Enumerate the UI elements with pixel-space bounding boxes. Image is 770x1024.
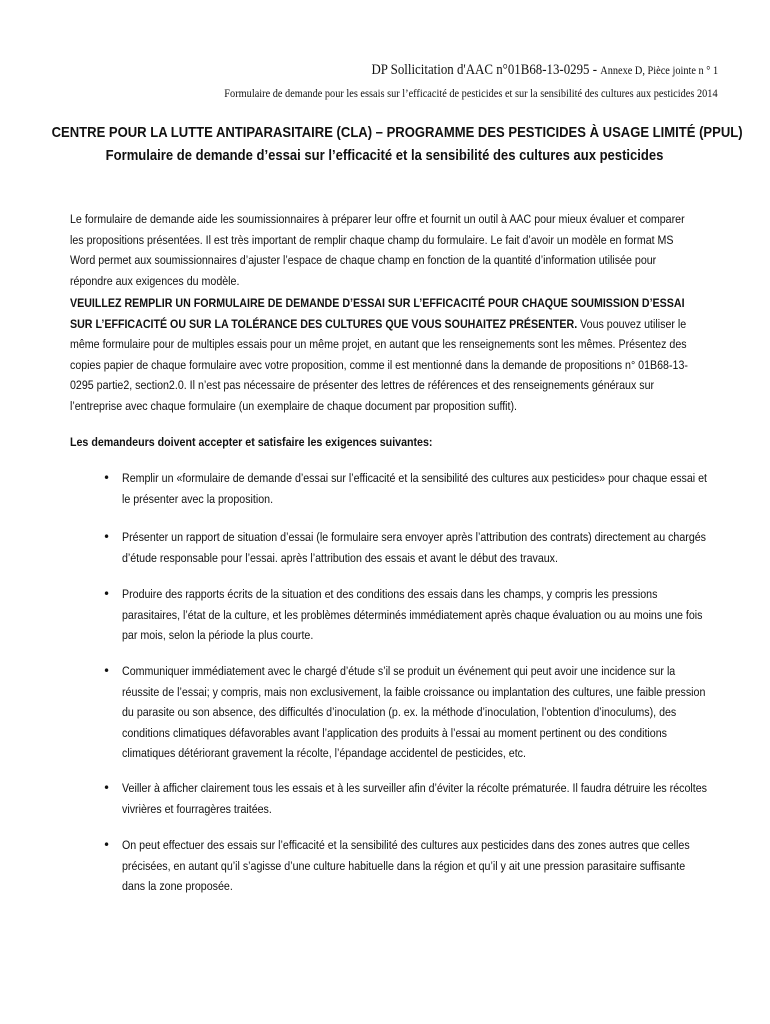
requirement-text: On peut effectuer des essais sur l’efficacité et la sensibilité des cultures aux pesticides dans des zones autres que celles précisées, en autant qu’il s’agisse d’une culture habituelle dans la région et qu’il y ait une pression parasitaire suffisante dans la zone proposée. — [122, 838, 690, 893]
instructions-emphasis: VEUILLEZ REMPLIR UN FORMULAIRE DE DEMANDE D’ESSAI SUR L’EFFICACITÉ POUR CHAQUE SOUMISSION D’ESSAI SUR L’EFFICACITÉ OU SUR LA TOLÉRANCE DES CULTURES QUE VOUS SOUHAITEZ PRÉSENTER. — [70, 296, 685, 331]
bullet-icon: • — [103, 838, 111, 852]
bullet-icon: • — [103, 781, 111, 795]
requirement-text: Communiquer immédiatement avec le chargé d’étude s’il se produit un événement qui peut avoir une incidence sur la réussite de l’essai; y compris, mais non exclusivement, la faible croissance ou implantation des cultures, une faible pression du parasite ou son absence, des difficultés d’inoculation (p. ex. la méthode d’inoculation, l’obtention d’inoculums), des conditions climatiques défavorables avant l’application des produits à l’essai au moment pertinent ou des conditions climatiques détériorant gravement la récolte, l’épandage accidentel de pesticides, etc. — [122, 664, 706, 760]
document-title-line1: CENTRE POUR LA LUTTE ANTIPARASITAIRE (CLA) – PROGRAMME DES PESTICIDES À USAGE LIMITÉ (PPUL) — [51, 124, 743, 141]
requirements-heading: Les demandeurs doivent accepter et satisfaire les exigences suivantes: — [70, 435, 433, 449]
bullet-icon: • — [103, 471, 111, 485]
solicitation-reference: DP Sollicitation d'AAC n°01B68-13-0295 - — [371, 62, 601, 78]
requirement-text: Remplir un «formulaire de demande d’essai sur l’efficacité et la sensibilité des cultures aux pesticides» pour chaque essai et le présenter avec la proposition. — [122, 471, 708, 506]
document-title-line2: Formulaire de demande d’essai sur l’efficacité et la sensibilité des cultures aux pesticides — [106, 147, 664, 164]
bullet-icon: • — [103, 664, 111, 678]
annex-reference: Annexe D, Pièce jointe n ° 1 — [600, 63, 718, 77]
bullet-icon: • — [103, 587, 111, 601]
intro-paragraph: Le formulaire de demande aide les soumissionnaires à préparer leur offre et fournit un outil à AAC pour mieux évaluer et comparer les propositions présentées. Il est très important de remplir chaque champ du formulaire. Le fait d’avoir un modèle en format MS Word permet aux soumissionnaires d’ajuster l’espace de chaque champ en fonction de la quantité d’information utilisée pour répondre aux exigences du modèle. — [70, 212, 685, 288]
instructions-text: Vous pouvez utiliser le même formulaire pour de multiples essais pour un même projet, en autant que les renseignements sont les mêmes. Présentez des copies papier de chaque formulaire avec votre proposition, comme il est mentionné dans la demande de propositions n° 01B68-13-0295 partie2, section2.0. Il n’est pas nécessaire de présenter des lettres de références et des renseignements généraux sur l’entreprise avec chaque formulaire (un exemplaire de chaque document par proposition suffit). — [70, 316, 688, 413]
bullet-icon: • — [103, 530, 111, 544]
requirement-text: Produire des rapports écrits de la situation et des conditions des essais dans les champs, y compris les pressions parasitaires, l’état de la culture, et les problèmes déterminés immédiatement après chaque évaluation ou au moins une fois par mois, selon la période la plus courte. — [122, 587, 703, 642]
requirement-text: Veiller à afficher clairement tous les essais et à les surveiller afin d’éviter la récolte prématurée. Il faudra détruire les récoltes vivrières et fourragères traitées. — [122, 781, 707, 816]
document-subtitle-header: Formulaire de demande pour les essais sur l’efficacité de pesticides et sur la sensibilité des cultures aux pesticides 2014 — [224, 86, 718, 100]
requirement-text: Présenter un rapport de situation d’essai (le formulaire sera envoyer après l’attribution des contrats) directement au chargés d’étude responsable pour l’essai. après l’attribution des essais et avant le début des travaux. — [122, 530, 707, 565]
